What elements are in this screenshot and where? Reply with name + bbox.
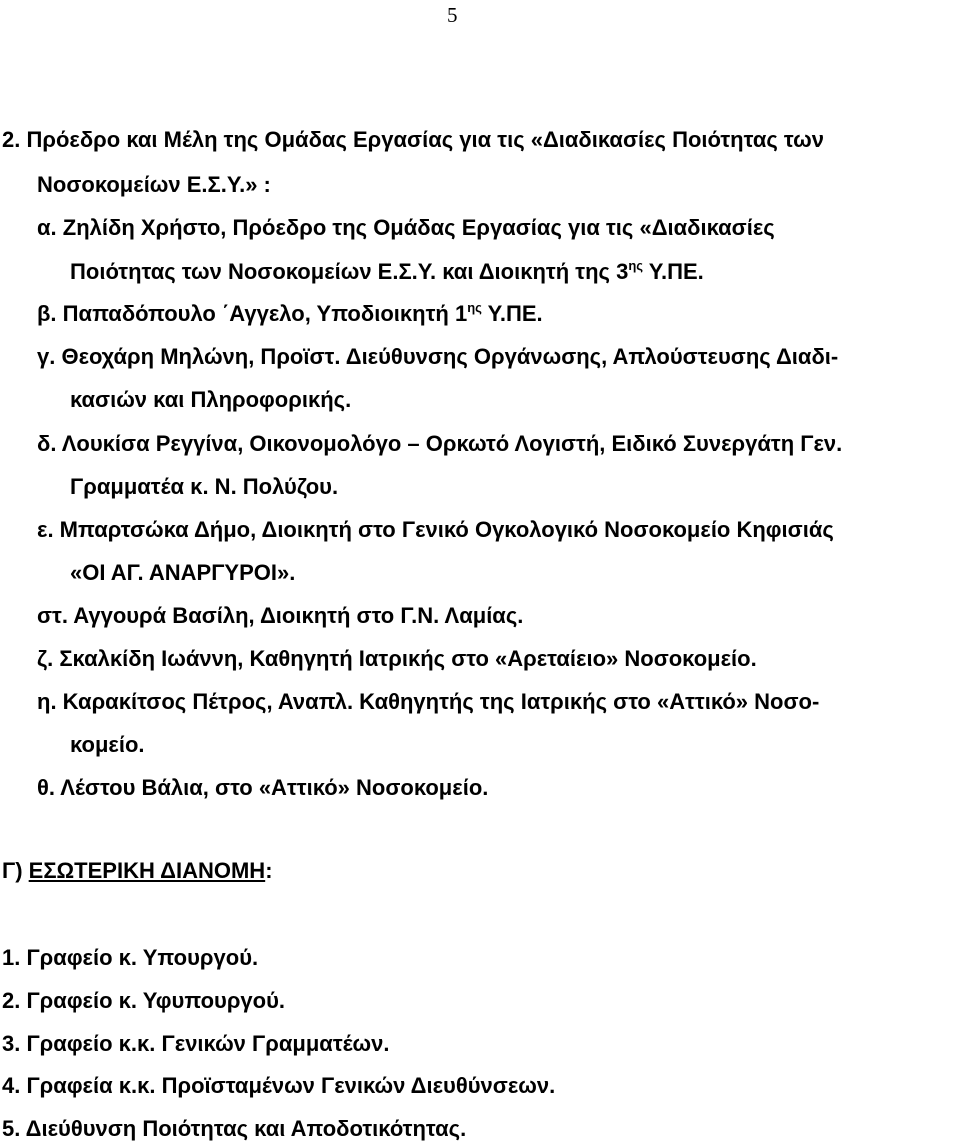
member-item-th: θ. Λέστου Βάλια, στο «Αττικό» Νοσοκομείο. [37,775,489,800]
member-item-h: η. Καρακίτσος Πέτρος, Αναπλ. Καθηγητής της Ιατρικής στο «Αττικό» Νοσο- [37,689,820,714]
page-number: 5 [447,3,458,27]
member-item-c: γ. Θεοχάρη Μηλώνη, Προϊστ. Διεύθυνσης Οργάνωσης, Απλούστευσης Διαδι- [37,344,839,369]
member-item-a: α. Ζηλίδη Χρήστο, Πρόεδρο της Ομάδας Εργασίας για τις «Διαδικασίες [37,215,775,240]
member-item-e-cont: «ΟΙ ΑΓ. ΑΝΑΡΓΥΡΟΙ». [70,560,296,585]
member-item-st: στ. Αγγουρά Βασίλη, Διοικητή στο Γ.Ν. Λαμίας. [37,603,524,628]
internal-distribution-heading: Γ) ΕΣΩΤΕΡΙΚΗ ΔΙΑΝΟΜΗ: [2,858,273,883]
distribution-item: 3. Γραφείο κ.κ. Γενικών Γραμματέων. [2,1031,390,1056]
member-item-c-cont: κασιών και Πληροφορικής. [70,387,352,412]
section-2-heading-cont: Νοσοκομείων Ε.Σ.Υ.» : [37,172,271,197]
member-item-z: ζ. Σκαλκίδη Ιωάννη, Καθηγητή Ιατρικής στο «Αρεταίειο» Νοσοκομείο. [37,646,757,671]
member-item-d-cont: Γραμματέα κ. Ν. Πολύζου. [70,474,339,499]
member-item-e: ε. Μπαρτσώκα Δήμο, Διοικητή στο Γενικό Ογκολογικό Νοσοκομείο Κηφισιάς [37,517,834,542]
member-item-d: δ. Λουκίσα Ρεγγίνα, Οικονομολόγο – Ορκωτό Λογιστή, Ειδικό Συνεργάτη Γεν. [37,431,843,456]
distribution-item: 5. Διεύθυνση Ποιότητας και Αποδοτικότητας. [2,1116,467,1141]
section-2-heading: 2. Πρόεδρο και Μέλη της Ομάδας Εργασίας για τις «Διαδικασίες Ποιότητας των [2,127,824,152]
member-item-h-cont: κομείο. [70,732,145,757]
member-item-a-cont: Ποιότητας των Νοσοκομείων Ε.Σ.Υ. και Διοικητή της $3^{\eta\varsigma}$ Υ.ΠΕ. [70,258,704,284]
distribution-item: 2. Γραφείο κ. Υφυπουργού. [2,988,286,1013]
distribution-item: 4. Γραφεία κ.κ. Προϊσταμένων Γενικών Διευθύνσεων. [2,1073,556,1098]
distribution-item: 1. Γραφείο κ. Υπουργού. [2,945,259,970]
member-item-b: β. Παπαδόπουλο ΄Αγγελο, Υποδιοικητή $1^{\eta\varsigma}$ Υ.ΠΕ. [37,300,543,326]
